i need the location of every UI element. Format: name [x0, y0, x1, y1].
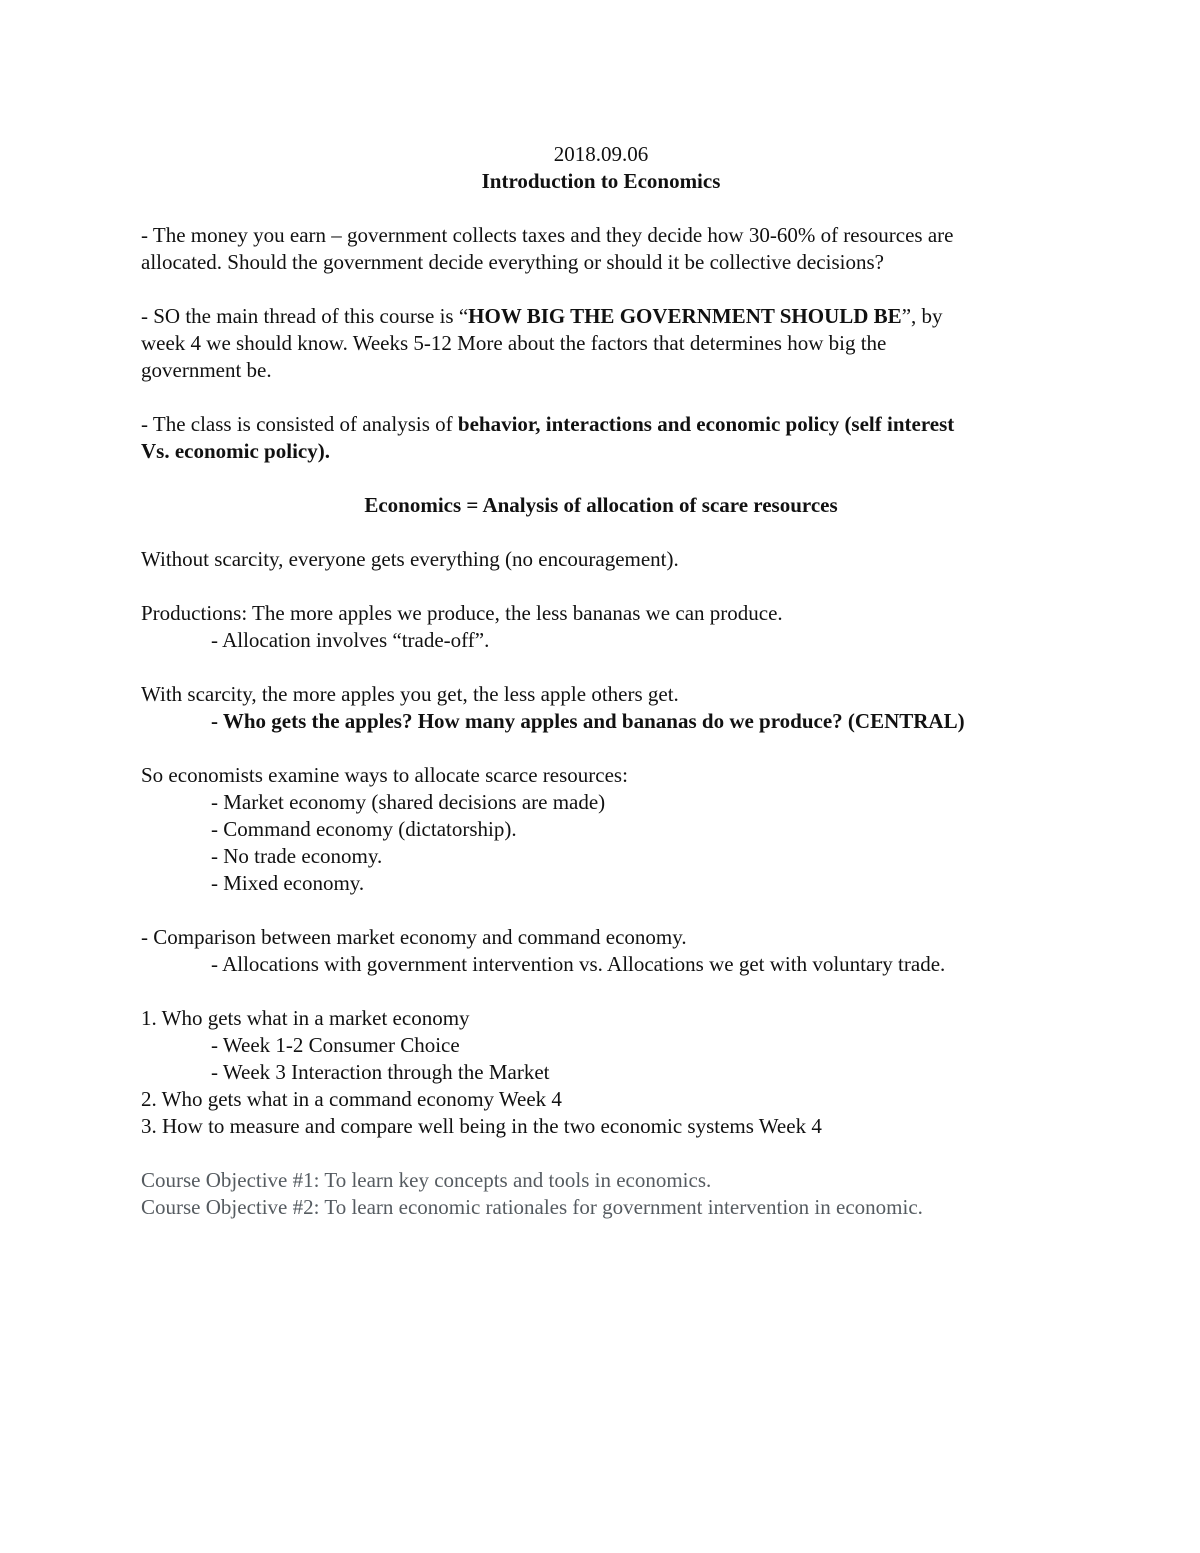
spacer — [141, 654, 1061, 681]
para-main-thread-line-2: week 4 we should know. Weeks 5-12 More about the factors that determines how big the — [141, 331, 887, 355]
outline-item-1-sub: - Week 1-2 Consumer Choice — [211, 1033, 460, 1057]
outline-item-3: 3. How to measure and compare well being in the two economic systems Week 4 — [141, 1114, 822, 1138]
course-objective-2: Course Objective #2: To learn economic rationales for government intervention in economic. — [141, 1195, 923, 1219]
spacer — [141, 735, 1061, 762]
main-thread-suffix: ”, by — [901, 304, 943, 328]
productions-line: Productions: The more apples we produce, the less bananas we can produce. — [141, 601, 783, 625]
spacer — [141, 573, 1061, 600]
class-analysis-prefix: - The class is consisted of analysis of — [141, 412, 458, 436]
outline-item-1-sub: - Week 3 Interaction through the Market — [211, 1060, 550, 1084]
scarcity-line: Without scarcity, everyone gets everything (no encouragement). — [141, 547, 679, 571]
central-question: - Who gets the apples? How many apples and bananas do we produce? (CENTRAL) — [211, 709, 965, 733]
outline-item-1: 1. Who gets what in a market economy — [141, 1006, 470, 1030]
outline-item-2: 2. Who gets what in a command economy Week 4 — [141, 1087, 562, 1111]
spacer — [141, 195, 1061, 222]
document-title — [141, 168, 1061, 195]
para-taxes-line-2: allocated. Should the government decide everything or should it be collective decisions? — [141, 250, 884, 274]
spacer — [141, 897, 1061, 924]
with-scarcity-line: With scarcity, the more apples you get, the less apple others get. — [141, 682, 679, 706]
document-page — [141, 141, 1061, 1221]
allocation-way-item: - Mixed economy. — [211, 871, 365, 895]
comparison-sub-line: - Allocations with government intervention vs. Allocations we get with voluntary trade. — [211, 952, 946, 976]
class-analysis-emphasis-cont: Vs. economic policy). — [141, 439, 330, 463]
spacer — [141, 384, 1061, 411]
comparison-line: - Comparison between market economy and command economy. — [141, 925, 687, 949]
economics-definition — [141, 492, 1061, 519]
main-thread-emphasis: HOW BIG THE GOVERNMENT SHOULD BE — [468, 304, 902, 328]
document-title-text: Introduction to Economics — [481, 169, 721, 193]
para-main-thread-line-1 — [141, 303, 1061, 330]
course-objective-1: Course Objective #1: To learn key concepts and tools in economics. — [141, 1168, 712, 1192]
spacer — [141, 519, 1061, 546]
allocation-way-item: - No trade economy. — [211, 844, 383, 868]
spacer — [141, 978, 1061, 1005]
economics-definition-text: Economics = Analysis of allocation of scare resources — [364, 493, 838, 517]
para-class-analysis-line-2 — [141, 438, 1061, 465]
allocation-way-item: - Market economy (shared decisions are made) — [211, 790, 606, 814]
class-analysis-emphasis: behavior, interactions and economic policy (self interest — [457, 412, 955, 436]
allocation-ways-intro: So economists examine ways to allocate scarce resources: — [141, 763, 628, 787]
spacer — [141, 276, 1061, 303]
main-thread-prefix: - SO the main thread of this course is “ — [141, 304, 469, 328]
para-taxes-line-1: - The money you earn – government collects taxes and they decide how 30-60% of resources are — [141, 223, 954, 247]
productions-sub-line: - Allocation involves “trade-off”. — [211, 628, 490, 652]
allocation-way-item: - Command economy (dictatorship). — [211, 817, 517, 841]
spacer — [141, 1140, 1061, 1167]
para-class-analysis-line-1 — [141, 411, 1061, 438]
document-date: 2018.09.06 — [553, 142, 649, 166]
spacer — [141, 465, 1061, 492]
with-scarcity-sub-line — [141, 708, 1061, 735]
para-main-thread-line-3: government be. — [141, 358, 272, 382]
